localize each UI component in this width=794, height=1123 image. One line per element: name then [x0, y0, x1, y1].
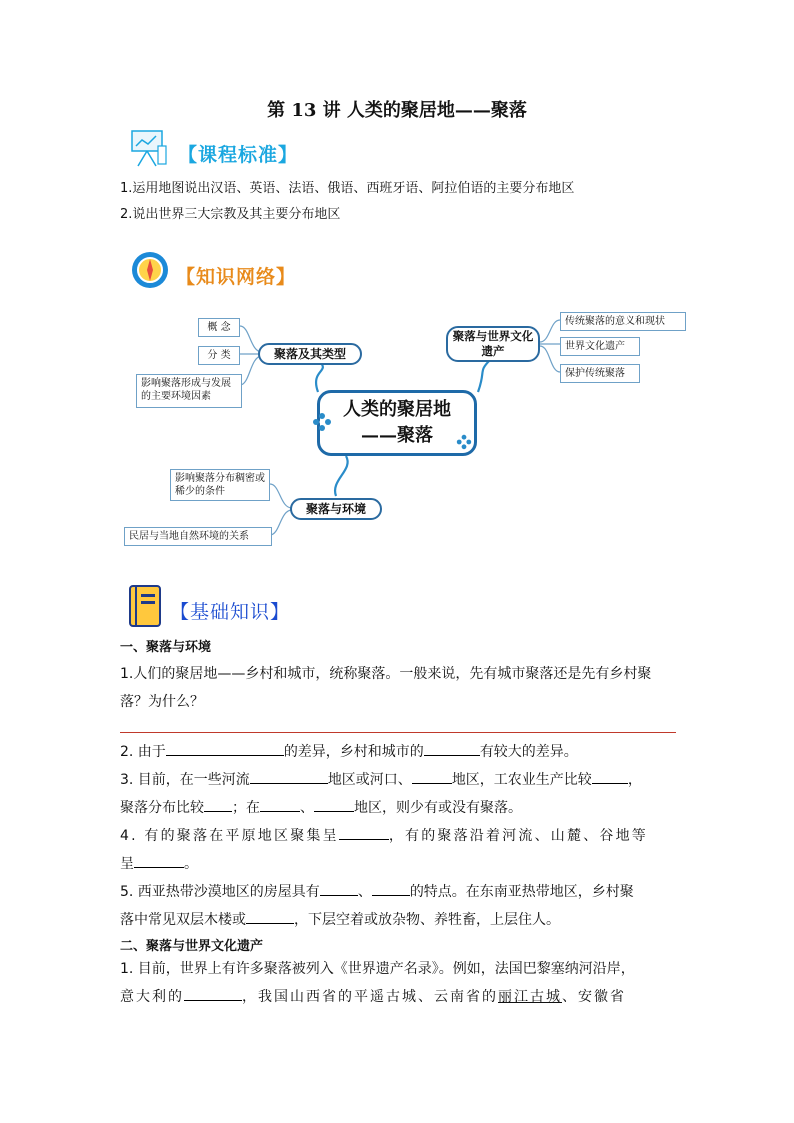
mindmap-leaf-concept: 概 念	[198, 318, 240, 337]
page-title: 第 13 讲 人类的聚居地——聚落	[267, 100, 527, 121]
answer-line	[120, 732, 676, 733]
question-4: 4. 有的聚落在平原地区聚集呈 ，有的聚落沿着河流、山麓、谷地等 呈 。	[120, 822, 676, 878]
standard-item-1: 1.运用地图说出汉语、英语、法语、俄语、西班牙语、阿拉伯语的主要分布地区	[120, 181, 575, 196]
blank[interactable]	[204, 795, 232, 812]
part2-title: 二、聚落与世界文化遗产	[120, 939, 264, 954]
part1-title: 一、聚落与环境	[120, 640, 212, 655]
mindmap-leaf-factors: 影响聚落形成与发展的主要环境因素	[136, 374, 242, 408]
question-2: 2. 由于 的差异，乡村和城市的 有较大的差异。	[120, 738, 676, 766]
blank[interactable]	[166, 739, 284, 756]
mindmap-leaf-classification: 分 类	[198, 346, 240, 365]
blank[interactable]	[134, 851, 184, 868]
question-5: 5. 西亚热带沙漠地区的房屋具有 、 的特点。在东南亚热带地区，乡村聚 落中常见双层木楼或 ，下层空着或放杂物、养牲畜，上层住人。	[120, 878, 676, 934]
mindmap-branch-heritage-label: 聚落与世界文化遗产	[452, 329, 534, 358]
blank[interactable]	[372, 879, 410, 896]
blank[interactable]	[339, 823, 389, 840]
basic-knowledge-heading: 【基础知识】	[170, 601, 291, 623]
mindmap-connectors	[0, 0, 794, 560]
blank[interactable]	[320, 879, 358, 896]
question-3: 3. 目前，在一些河流 地区或河口、 地区，工农业生产比较 ， 聚落分布比较 ；在 、 地区，则少有或没有聚落。	[120, 766, 676, 822]
mindmap-leaf-density: 影响聚落分布稠密或稀少的条件	[170, 469, 270, 501]
mindmap-center-line2: ——聚落	[361, 425, 433, 446]
mindmap-branch-environment: 聚落与环境	[290, 498, 382, 520]
blank[interactable]	[250, 767, 328, 784]
blank[interactable]	[260, 795, 300, 812]
course-standard-heading: 【课程标准】	[178, 144, 299, 166]
heritage-question-1: 1. 目前，世界上有许多聚落被列入《世界遗产名录》。例如，法国巴黎塞纳河沿岸， 意大利的 ，我国山西省的平遥古城、云南省的丽江古城、安徽省	[120, 961, 635, 1005]
mindmap-leaf-world-heritage: 世界文化遗产	[560, 337, 640, 356]
mindmap-center	[317, 390, 477, 456]
standard-item-2: 2.说出世界三大宗教及其主要分布地区	[120, 207, 341, 222]
blank[interactable]	[592, 767, 628, 784]
question-1: 1.人们的聚居地——乡村和城市，统称聚落。一般来说，先有城市聚落还是先有乡村聚落？为什么？	[120, 666, 652, 710]
mindmap-branch-settlement-types: 聚落及其类型	[258, 343, 362, 365]
blank[interactable]	[424, 739, 480, 756]
blank[interactable]	[412, 767, 452, 784]
mindmap-center-line1: 人类的聚居地	[343, 399, 451, 420]
mindmap-branch-heritage	[446, 326, 540, 362]
knowledge-network-heading: 【知识网络】	[176, 266, 297, 288]
flower-icon	[312, 412, 332, 432]
blank[interactable]	[314, 795, 354, 812]
blank[interactable]	[184, 984, 242, 1001]
blank[interactable]	[246, 907, 294, 924]
notebook-icon	[126, 584, 164, 628]
mindmap-leaf-protect: 保护传统聚落	[560, 364, 640, 383]
mindmap-leaf-meaning: 传统聚落的意义和现状	[560, 312, 686, 331]
flower-icon	[456, 434, 472, 450]
mindmap-leaf-dwellings: 民居与当地自然环境的关系	[124, 527, 272, 546]
